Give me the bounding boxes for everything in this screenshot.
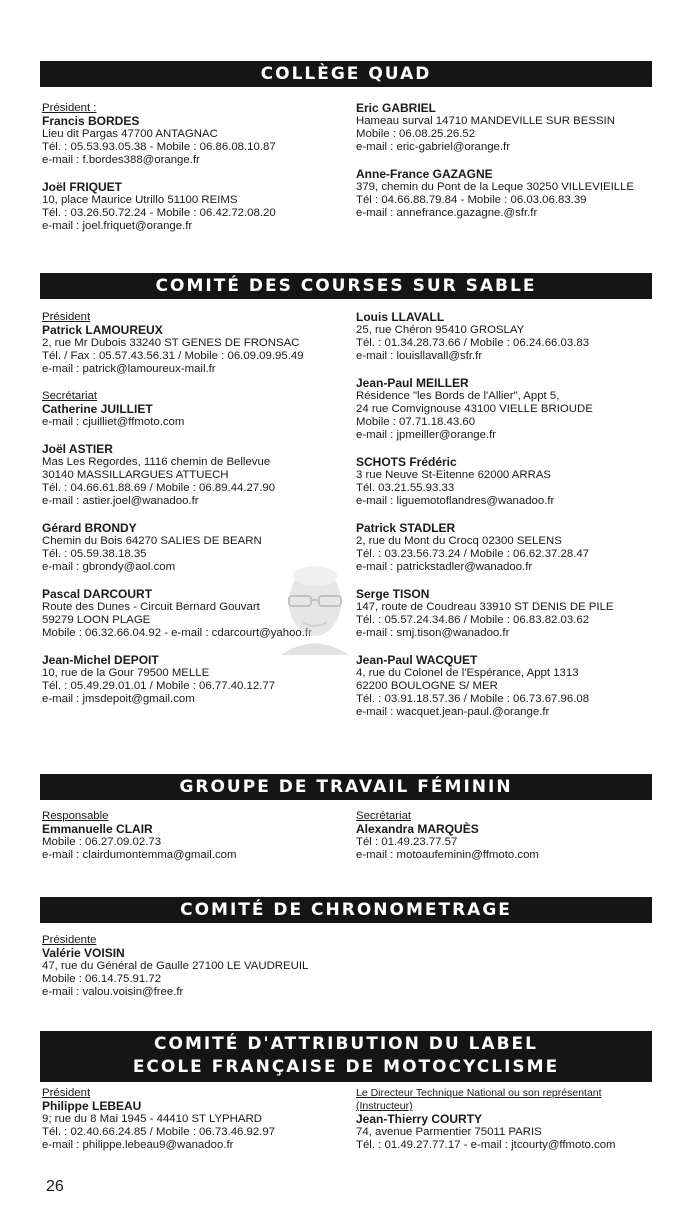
feminin-right-column bbox=[356, 810, 661, 862]
contact-line: 10, rue de la Gour 79500 MELLE bbox=[42, 667, 210, 679]
contact-name: Valérie VOISIN bbox=[42, 946, 125, 960]
contact-line: 62200 BOULOGNE S/ MER bbox=[356, 680, 498, 692]
role-label: Présidente bbox=[42, 934, 97, 946]
contact-entry bbox=[356, 654, 661, 719]
contact-email: e-mail : annefrance.gazagne.@sfr.fr bbox=[356, 207, 538, 219]
section-banner-quad: COLLÈGE QUAD bbox=[40, 61, 652, 87]
contact-line: Mobile : 07.71.18.43.60 bbox=[356, 416, 476, 428]
feminin-left-column bbox=[42, 810, 342, 862]
contact-line: Tél. : 05.57.24.34.86 / Mobile : 06.83.82.03.62 bbox=[356, 614, 590, 626]
contact-email: e-mail : philippe.lebeau9@wanadoo.fr bbox=[42, 1139, 234, 1151]
contact-name: Jean-Paul WACQUET bbox=[356, 653, 478, 667]
contact-email: e-mail : louisllavall@sfr.fr bbox=[356, 350, 483, 362]
contact-email: e-mail : wacquet.jean-paul.@orange.fr bbox=[356, 706, 550, 718]
contact-line: 3 rue Neuve St-Eitenne 62000 ARRAS bbox=[356, 469, 552, 481]
contact-name: Patrick STADLER bbox=[356, 521, 456, 535]
role-label: Secrétariat bbox=[42, 390, 98, 402]
section-banner-sable: COMITÉ DES COURSES SUR SABLE bbox=[40, 273, 652, 299]
contact-line: 147, route de Coudreau 33910 ST DENIS DE PILE bbox=[356, 601, 614, 613]
contact-entry bbox=[356, 810, 661, 862]
contact-line: Tél. : 03.23.56.73.24 / Mobile : 06.62.37.28.47 bbox=[356, 548, 590, 560]
role-label: Le Directeur Technique National ou son représentant (Instructeur) bbox=[356, 1087, 602, 1112]
contact-line: Mobile : 06.27.09.02.73 bbox=[42, 836, 162, 848]
role-label: Responsable bbox=[42, 810, 109, 822]
contact-line: 2, rue Mr Dubois 33240 ST GENES DE FRONSAC bbox=[42, 337, 300, 349]
contact-entry bbox=[42, 934, 342, 999]
banner-line: COMITÉ D'ATTRIBUTION DU LABEL bbox=[154, 1034, 538, 1054]
contact-line: 24 rue Comvignouse 43100 VIELLE BRIOUDE bbox=[356, 403, 593, 415]
contact-entry bbox=[356, 377, 661, 442]
contact-email: e-mail : jpmeiller@orange.fr bbox=[356, 429, 497, 441]
contact-email: e-mail : smj.tison@wanadoo.fr bbox=[356, 627, 510, 639]
contact-name: Jean-Michel DEPOIT bbox=[42, 653, 159, 667]
contact-line: 25, rue Chéron 95410 GROSLAY bbox=[356, 324, 525, 336]
role-label: Secrétariat bbox=[356, 810, 412, 822]
contact-line: 379, chemin du Pont de la Leque 30250 VILLEVIEILLE bbox=[356, 181, 635, 193]
page-number: 26 bbox=[46, 1178, 64, 1195]
contact-line: Mobile : 06.14.75.91.72 bbox=[42, 973, 162, 985]
contact-line: 4, rue du Colonel de l'Espérance, Appt 1313 bbox=[356, 667, 579, 679]
contact-name: Emmanuelle CLAIR bbox=[42, 822, 153, 836]
contact-line: Tél. : 01.34.28.73.66 / Mobile : 06.24.66.03.83 bbox=[356, 337, 590, 349]
contact-line: 47, rue du Général de Gaulle 27100 LE VAUDREUIL bbox=[42, 960, 309, 972]
contact-line: 10, place Maurice Utrillo 51100 REIMS bbox=[42, 194, 238, 206]
sable-right-column bbox=[356, 311, 661, 719]
label-right-column bbox=[356, 1087, 656, 1152]
contact-line: Mobile : 06.08.25.26.52 bbox=[356, 128, 476, 140]
contact-line: Lieu dit Pargas 47700 ANTAGNAC bbox=[42, 128, 218, 140]
contact-entry bbox=[356, 311, 661, 363]
quad-left-column bbox=[42, 102, 342, 233]
contact-entry bbox=[42, 443, 342, 508]
label-left-column bbox=[42, 1087, 342, 1152]
contact-email: e-mail : liguemotoflandres@wanadoo.fr bbox=[356, 495, 555, 507]
contact-line: Tél : 01.49.23.77.57 bbox=[356, 836, 458, 848]
contact-name: Pascal DARCOURT bbox=[42, 587, 153, 601]
contact-name: Catherine JUILLIET bbox=[42, 402, 153, 416]
contact-email: e-mail : astier.joel@wanadoo.fr bbox=[42, 495, 199, 507]
role-label: Président bbox=[42, 1087, 91, 1099]
chrono-left-column bbox=[42, 934, 342, 999]
contact-name: Louis LLAVALL bbox=[356, 310, 445, 324]
contact-line: Tél. / Fax : 05.57.43.56.31 / Mobile : 06.09.09.95.49 bbox=[42, 350, 304, 362]
contact-entry bbox=[356, 1087, 656, 1152]
contact-name: Philippe LEBEAU bbox=[42, 1099, 142, 1113]
contact-line: 30140 MASSILLARGUES ATTUECH bbox=[42, 469, 229, 481]
contact-entry bbox=[42, 1087, 342, 1152]
contact-line: Tél. : 05.49.29.01.01 / Mobile : 06.77.40.12.77 bbox=[42, 680, 276, 692]
contact-line: Tél. : 03.91.18.57.36 / Mobile : 06.73.67.96.08 bbox=[356, 693, 590, 705]
portrait-photo bbox=[275, 560, 355, 655]
contact-name: SCHOTS Frédéric bbox=[356, 455, 457, 469]
contact-email: e-mail : motoaufeminin@ffmoto.com bbox=[356, 849, 539, 861]
banner-line: ECOLE FRANÇAISE DE MOTOCYCLISME bbox=[132, 1057, 560, 1077]
contact-line: 9; rue du 8 Mai 1945 - 44410 ST LYPHARD bbox=[42, 1113, 262, 1125]
contact-entry bbox=[42, 181, 342, 233]
contact-name: Joël ASTIER bbox=[42, 442, 113, 456]
contact-entry bbox=[42, 102, 342, 167]
quad-right-column bbox=[356, 102, 661, 220]
contact-name: Anne-France GAZAGNE bbox=[356, 167, 493, 181]
contact-name: Jean-Paul MEILLER bbox=[356, 376, 469, 390]
contact-email: e-mail : valou.voisin@free.fr bbox=[42, 986, 184, 998]
section-banner-chrono: COMITÉ DE CHRONOMETRAGE bbox=[40, 897, 652, 923]
contact-name: Alexandra MARQUÈS bbox=[356, 822, 479, 836]
contact-email: e-mail : jmsdepoit@gmail.com bbox=[42, 693, 195, 705]
role-label: Président : bbox=[42, 102, 97, 114]
section-banner-label bbox=[40, 1031, 652, 1082]
contact-email: e-mail : patrick@lamoureux-mail.fr bbox=[42, 363, 216, 375]
contact-entry bbox=[42, 390, 342, 429]
contact-line: Tél. : 05.59.38.18.35 bbox=[42, 548, 147, 560]
contact-line: Tél. : 03.26.50.72.24 - Mobile : 06.42.72.08.20 bbox=[42, 207, 276, 219]
contact-line: 74, avenue Parmentier 75011 PARIS bbox=[356, 1126, 542, 1138]
contact-name: Eric GABRIEL bbox=[356, 101, 437, 115]
contact-line: Tél. 03.21.55.93.33 bbox=[356, 482, 455, 494]
contact-name: Francis BORDES bbox=[42, 114, 140, 128]
contact-line: Chemin du Bois 64270 SALIES DE BEARN bbox=[42, 535, 262, 547]
contact-email: e-mail : gbrondy@aol.com bbox=[42, 561, 176, 573]
contact-entry bbox=[356, 522, 661, 574]
contact-name: Jean-Thierry COURTY bbox=[356, 1112, 483, 1126]
contact-entry bbox=[356, 588, 661, 640]
contact-email: e-mail : f.bordes388@orange.fr bbox=[42, 154, 200, 166]
contact-line: Tél : 04.66.88.79.84 - Mobile : 06.03.06.83.39 bbox=[356, 194, 587, 206]
contact-line: 59279 LOON PLAGE bbox=[42, 614, 151, 626]
contact-line: Tél. : 02.40.66.24.85 / Mobile : 06.73.46.92.97 bbox=[42, 1126, 276, 1138]
contact-line: Hameau surval 14710 MANDEVILLE SUR BESSIN bbox=[356, 115, 615, 127]
contact-name: Patrick LAMOUREUX bbox=[42, 323, 163, 337]
contact-line: Tél. : 05.53.93.05.38 - Mobile : 06.86.08.10.87 bbox=[42, 141, 276, 153]
contact-entry bbox=[356, 168, 661, 220]
contact-email: e-mail : clairdumontemma@gmail.com bbox=[42, 849, 237, 861]
contact-entry bbox=[356, 456, 661, 508]
contact-name: Gérard BRONDY bbox=[42, 521, 137, 535]
contact-line: Mobile : 06.32.66.04.92 - e-mail : cdarcourt@yahoo.fr bbox=[42, 627, 312, 639]
role-label: Président bbox=[42, 311, 91, 323]
contact-email: e-mail : patrickstadler@wanadoo.fr bbox=[356, 561, 533, 573]
contact-line: Tél. : 04.66.61.88.69 / Mobile : 06.89.44.27.90 bbox=[42, 482, 276, 494]
contact-name: Serge TISON bbox=[356, 587, 430, 601]
contact-entry bbox=[42, 311, 342, 376]
contact-email: e-mail : cjuilliet@ffmoto.com bbox=[42, 416, 185, 428]
contact-line: Route des Dunes - Circuit Bernard Gouvart bbox=[42, 601, 260, 613]
contact-entry bbox=[356, 102, 661, 154]
contact-line: Résidence "les Bords de l'Allier", Appt 5, bbox=[356, 390, 560, 402]
contact-entry bbox=[42, 810, 342, 862]
contact-name: Joël FRIQUET bbox=[42, 180, 123, 194]
section-banner-feminin: GROUPE DE TRAVAIL FÉMININ bbox=[40, 774, 652, 800]
contact-line: Tél. : 01.49.27.77.17 - e-mail : jtcourty@ffmoto.com bbox=[356, 1139, 616, 1151]
contact-line: 2, rue du Mont du Crocq 02300 SELENS bbox=[356, 535, 562, 547]
contact-line: Mas Les Regordes, 1116 chemin de Bellevue bbox=[42, 456, 271, 468]
contact-email: e-mail : joel.friquet@orange.fr bbox=[42, 220, 193, 232]
contact-entry bbox=[42, 654, 342, 706]
contact-email: e-mail : eric-gabriel@orange.fr bbox=[356, 141, 511, 153]
